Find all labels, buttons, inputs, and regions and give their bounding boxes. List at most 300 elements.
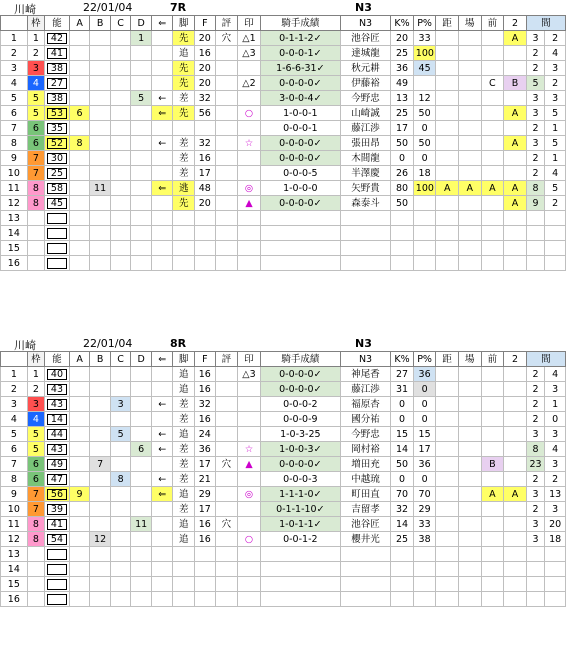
empty-cell [110, 592, 131, 607]
distance-rank: A [436, 181, 459, 196]
header-d: D [131, 16, 152, 31]
header-b: B [90, 352, 111, 367]
horse-number: 11 [1, 517, 28, 532]
jockey-record-text: 0-0-0-0 [279, 152, 314, 164]
horse-number: 2 [1, 46, 28, 61]
rank-d [131, 166, 152, 181]
p-percent: 100 [413, 46, 436, 61]
second-rank [504, 427, 527, 442]
header-ma: 間 [526, 352, 565, 367]
rank-d [131, 487, 152, 502]
jockey-record-text: 1-0-0-3 [279, 443, 314, 455]
rank-d [131, 502, 152, 517]
f-value: 16 [195, 532, 216, 547]
rank-a [69, 472, 90, 487]
f-value: 20 [195, 31, 216, 46]
k-percent: 50 [391, 457, 414, 472]
interval-1: 3 [526, 487, 544, 502]
arrow-mark: ← [151, 472, 173, 487]
header-jockey: N3 [340, 16, 390, 31]
jockey-record [260, 442, 340, 457]
empty-cell [27, 256, 44, 271]
empty-cell [45, 211, 70, 226]
second-rank [504, 412, 527, 427]
rating [215, 412, 238, 427]
rating [215, 442, 238, 457]
rank-d: 5 [131, 91, 152, 106]
interval-2: 13 [545, 487, 566, 502]
ability-value: 56 [45, 487, 70, 502]
jockey-record [260, 487, 340, 502]
prediction-mark: ○ [238, 106, 261, 121]
running-style: 追 [173, 382, 195, 397]
rank-b [90, 151, 111, 166]
waku-number: 8 [27, 517, 44, 532]
track-rank [458, 442, 481, 457]
arrow-mark [151, 76, 173, 91]
track-rank [458, 427, 481, 442]
jockey-record-text: 0-0-0-2 [283, 398, 318, 410]
p-percent: 0 [413, 472, 436, 487]
table-row [1, 31, 566, 46]
arrow-mark [151, 61, 173, 76]
interval-1: 3 [526, 31, 544, 46]
running-style: 差 [173, 472, 195, 487]
header-k: K% [391, 16, 414, 31]
ability-value: 52 [45, 136, 70, 151]
ability-value: 43 [45, 397, 70, 412]
header-mark: 印 [238, 352, 261, 367]
k-percent: 50 [391, 136, 414, 151]
arrow-mark [151, 196, 173, 211]
p-percent: 45 [413, 61, 436, 76]
table-row [1, 181, 566, 196]
jockey-record [260, 196, 340, 211]
prediction-mark: ○ [238, 532, 261, 547]
ability-value: 53 [45, 106, 70, 121]
empty-cell [504, 562, 527, 577]
empty-cell [526, 562, 544, 577]
distance-rank [436, 196, 459, 211]
empty-cell [481, 577, 504, 592]
empty-cell [195, 211, 216, 226]
table-row [1, 166, 566, 181]
rank-c [110, 382, 131, 397]
jockey-record [260, 397, 340, 412]
race-number: 8R [170, 337, 187, 350]
rank-b [90, 397, 111, 412]
header-waku: 枠 [27, 16, 44, 31]
jockey-record [260, 472, 340, 487]
empty-cell [69, 547, 90, 562]
empty-cell [90, 211, 111, 226]
empty-cell [526, 211, 544, 226]
empty-cell [413, 241, 436, 256]
distance-rank [436, 427, 459, 442]
empty-cell [195, 547, 216, 562]
rank-c [110, 181, 131, 196]
ability-value: 43 [45, 382, 70, 397]
rating [215, 121, 238, 136]
table-row [1, 502, 566, 517]
rank-a [69, 91, 90, 106]
rank-a [69, 502, 90, 517]
rank-a [69, 382, 90, 397]
waku-number: 1 [27, 31, 44, 46]
empty-cell [340, 547, 390, 562]
horse-number: 4 [1, 412, 28, 427]
track-rank [458, 382, 481, 397]
distance-rank [436, 517, 459, 532]
jockey-record [260, 412, 340, 427]
arrow-mark [151, 166, 173, 181]
empty-cell [131, 226, 152, 241]
rank-d [131, 151, 152, 166]
check-mark: ✓ [316, 62, 325, 74]
check-mark: ✓ [313, 77, 322, 89]
jockey-record-text: 0-0-0-0 [279, 137, 314, 149]
jockey-record-text: 0-0-1-2 [283, 533, 318, 545]
empty-cell [90, 592, 111, 607]
ability-value: 38 [45, 91, 70, 106]
jockey-record-text: 0-0-0-0 [279, 197, 314, 209]
empty-cell [340, 577, 390, 592]
prediction-mark: △3 [238, 367, 261, 382]
track-rank [458, 397, 481, 412]
header-p: P% [413, 16, 436, 31]
interval-1: 2 [526, 472, 544, 487]
empty-cell [391, 547, 414, 562]
rating [215, 427, 238, 442]
rank-d [131, 46, 152, 61]
prediction-mark: △2 [238, 76, 261, 91]
empty-cell [545, 592, 566, 607]
jockey-name: 藤江渉 [340, 121, 390, 136]
horse-number: 1 [1, 31, 28, 46]
rank-c [110, 46, 131, 61]
waku-number: 6 [27, 121, 44, 136]
jockey-record-text: 0-0-0-0 [279, 77, 314, 89]
horse-number: 12 [1, 532, 28, 547]
header-blank [1, 352, 28, 367]
empty-cell [458, 592, 481, 607]
empty-cell [391, 592, 414, 607]
distance-rank [436, 532, 459, 547]
running-style: 差 [173, 457, 195, 472]
jockey-record [260, 31, 340, 46]
jockey-record-text: 0-1-1-2 [279, 32, 314, 44]
table-row [1, 61, 566, 76]
p-percent: 18 [413, 166, 436, 181]
empty-cell [238, 241, 261, 256]
arrow-mark: ⇐ [151, 487, 173, 502]
k-percent: 13 [391, 91, 414, 106]
jockey-record [260, 532, 340, 547]
jockey-name: 今野忠 [340, 427, 390, 442]
horse-number: 16 [1, 592, 28, 607]
previous-rank [481, 136, 504, 151]
interval-2: 4 [545, 46, 566, 61]
race-sheet-7r [0, 0, 576, 271]
header-hyo: 評 [215, 16, 238, 31]
distance-rank [436, 121, 459, 136]
empty-cell [391, 241, 414, 256]
interval-2: 3 [545, 502, 566, 517]
interval-2: 1 [545, 151, 566, 166]
empty-cell [481, 562, 504, 577]
rating [215, 196, 238, 211]
empty-cell [69, 562, 90, 577]
rank-d [131, 196, 152, 211]
header-jrec: 騎手成績 [260, 352, 340, 367]
empty-cell [458, 547, 481, 562]
jockey-name: 増田充 [340, 457, 390, 472]
empty-cell [215, 562, 238, 577]
rank-c: 3 [110, 397, 131, 412]
empty-cell [110, 241, 131, 256]
f-value: 56 [195, 106, 216, 121]
second-rank [504, 46, 527, 61]
previous-rank [481, 412, 504, 427]
p-percent: 15 [413, 427, 436, 442]
header-abil: 能 [45, 16, 70, 31]
jockey-name: 町田直 [340, 487, 390, 502]
jockey-name: 半澤慶 [340, 166, 390, 181]
empty-cell [436, 211, 459, 226]
empty-cell [260, 256, 340, 271]
f-value: 32 [195, 91, 216, 106]
jockey-name: 矢野貴 [340, 181, 390, 196]
empty-cell [504, 256, 527, 271]
interval-1: 2 [526, 382, 544, 397]
rank-c [110, 76, 131, 91]
empty-cell [151, 211, 173, 226]
empty-cell [27, 562, 44, 577]
prediction-mark [238, 397, 261, 412]
empty-cell [27, 547, 44, 562]
rank-a [69, 76, 90, 91]
empty-cell [45, 241, 70, 256]
k-percent: 25 [391, 532, 414, 547]
jockey-record-text: 1-0-0-0 [283, 182, 318, 194]
distance-rank [436, 367, 459, 382]
jockey-record-text: 3-0-0-4 [279, 92, 314, 104]
empty-cell [260, 211, 340, 226]
interval-1: 3 [526, 106, 544, 121]
track-rank [458, 76, 481, 91]
check-mark: ✓ [313, 488, 322, 500]
rating [215, 397, 238, 412]
rank-a: 9 [69, 487, 90, 502]
distance-rank [436, 136, 459, 151]
ability-value: 47 [45, 472, 70, 487]
previous-rank [481, 442, 504, 457]
arrow-mark: ← [151, 91, 173, 106]
interval-1: 2 [526, 367, 544, 382]
race-number: 7R [170, 1, 187, 14]
p-percent: 29 [413, 502, 436, 517]
second-rank [504, 457, 527, 472]
k-percent: 80 [391, 181, 414, 196]
empty-cell [195, 592, 216, 607]
jockey-record [260, 46, 340, 61]
header-c: C [110, 16, 131, 31]
empty-cell [526, 592, 544, 607]
distance-rank [436, 31, 459, 46]
empty-cell [195, 562, 216, 577]
running-style: 追 [173, 367, 195, 382]
check-mark: ✓ [313, 383, 322, 395]
empty-cell [45, 547, 70, 562]
empty-cell [195, 226, 216, 241]
track-rank [458, 46, 481, 61]
interval-1: 2 [526, 166, 544, 181]
distance-rank [436, 457, 459, 472]
header-kyaku: 脚 [173, 16, 195, 31]
running-style: 先 [173, 76, 195, 91]
empty-cell [110, 577, 131, 592]
rank-a: 8 [69, 136, 90, 151]
arrow-mark: ← [151, 442, 173, 457]
p-percent: 0 [413, 121, 436, 136]
check-mark: ✓ [313, 47, 322, 59]
header-a: A [69, 352, 90, 367]
arrow-mark [151, 46, 173, 61]
empty-cell [391, 577, 414, 592]
horse-number: 15 [1, 577, 28, 592]
waku-number: 4 [27, 76, 44, 91]
f-value: 29 [195, 487, 216, 502]
arrow-mark: ⇐ [151, 181, 173, 196]
running-style: 差 [173, 136, 195, 151]
previous-rank [481, 397, 504, 412]
horse-number: 6 [1, 106, 28, 121]
horse-number: 11 [1, 181, 28, 196]
ability-value: 54 [45, 532, 70, 547]
table-row [1, 121, 566, 136]
empty-cell [195, 256, 216, 271]
horse-number: 7 [1, 121, 28, 136]
rating [215, 166, 238, 181]
check-mark: ✓ [313, 197, 322, 209]
horse-number: 15 [1, 241, 28, 256]
horse-number: 5 [1, 427, 28, 442]
waku-number: 7 [27, 487, 44, 502]
empty-cell [131, 547, 152, 562]
prediction-mark [238, 517, 261, 532]
empty-cell [151, 592, 173, 607]
f-value: 24 [195, 427, 216, 442]
venue-label: 川崎 [14, 3, 36, 16]
second-rank [504, 367, 527, 382]
running-style: 追 [173, 427, 195, 442]
table-row [1, 397, 566, 412]
waku-number: 2 [27, 382, 44, 397]
empty-row [1, 547, 566, 562]
waku-number: 5 [27, 106, 44, 121]
rank-a [69, 457, 90, 472]
rank-c [110, 412, 131, 427]
previous-rank [481, 106, 504, 121]
previous-rank [481, 31, 504, 46]
second-rank [504, 517, 527, 532]
rank-d [131, 532, 152, 547]
ability-value: 41 [45, 517, 70, 532]
k-percent: 25 [391, 106, 414, 121]
k-percent: 50 [391, 196, 414, 211]
f-value: 16 [195, 517, 216, 532]
rank-b [90, 106, 111, 121]
jockey-name: 山崎誠 [340, 106, 390, 121]
ability-value: 35 [45, 121, 70, 136]
rank-c [110, 367, 131, 382]
empty-cell [173, 547, 195, 562]
jockey-record-text: 1-6-6-31 [276, 62, 317, 74]
header-f: F [195, 352, 216, 367]
table-row [1, 532, 566, 547]
k-percent: 14 [391, 517, 414, 532]
previous-rank [481, 427, 504, 442]
arrow-mark: ← [151, 427, 173, 442]
empty-cell [215, 547, 238, 562]
previous-rank [481, 502, 504, 517]
empty-cell [195, 241, 216, 256]
second-rank [504, 532, 527, 547]
empty-cell [110, 256, 131, 271]
rating [215, 91, 238, 106]
jockey-name: 岡村裕 [340, 442, 390, 457]
p-percent: 33 [413, 31, 436, 46]
k-percent: 0 [391, 412, 414, 427]
k-percent: 20 [391, 31, 414, 46]
header-waku: 枠 [27, 352, 44, 367]
distance-rank [436, 76, 459, 91]
horse-number: 16 [1, 256, 28, 271]
f-value: 16 [195, 46, 216, 61]
waku-number: 8 [27, 196, 44, 211]
k-percent: 0 [391, 151, 414, 166]
running-style: 先 [173, 196, 195, 211]
rank-c [110, 196, 131, 211]
rank-a [69, 196, 90, 211]
header-arrow: ⇐ [151, 352, 173, 367]
waku-number: 8 [27, 181, 44, 196]
table-row [1, 472, 566, 487]
f-value: 17 [195, 502, 216, 517]
previous-rank [481, 61, 504, 76]
empty-cell [27, 211, 44, 226]
rank-a [69, 121, 90, 136]
empty-cell [238, 547, 261, 562]
empty-cell [131, 562, 152, 577]
prediction-mark [238, 151, 261, 166]
track-rank [458, 517, 481, 532]
rank-a [69, 412, 90, 427]
second-rank [504, 502, 527, 517]
running-style [173, 121, 195, 136]
empty-cell [436, 562, 459, 577]
interval-1: 23 [526, 457, 544, 472]
second-rank [504, 121, 527, 136]
empty-cell [413, 256, 436, 271]
waku-number: 4 [27, 412, 44, 427]
track-rank [458, 196, 481, 211]
interval-1: 2 [526, 46, 544, 61]
jockey-name: 達城龍 [340, 46, 390, 61]
rank-a [69, 532, 90, 547]
check-mark: ✓ [313, 518, 322, 530]
empty-cell [151, 547, 173, 562]
